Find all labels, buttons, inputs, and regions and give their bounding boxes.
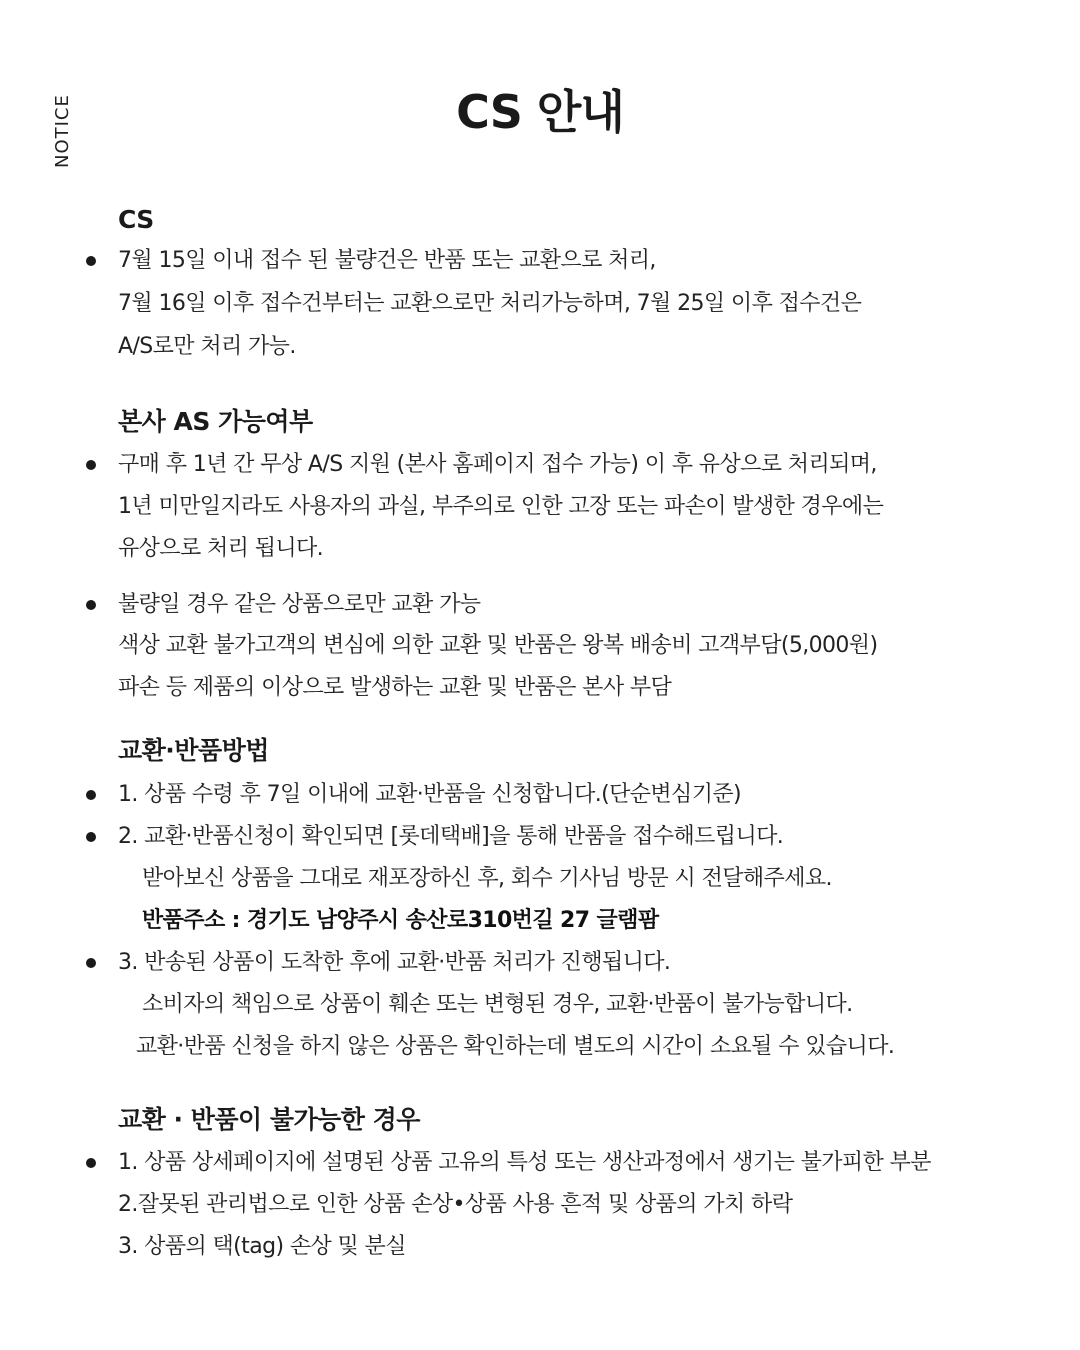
section-heading-method: 교환·반품방법 — [118, 736, 269, 765]
cs-item-1-line-3: A/S로만 처리 가능. — [118, 334, 296, 359]
as-item-2-line-1: 불량일 경우 같은 상품으로만 교환 가능 — [118, 592, 481, 617]
page-title: CS 안내 — [456, 85, 624, 139]
bullet-dot — [86, 600, 96, 610]
method-item-2-line-2: 받아보신 상품을 그대로 재포장하신 후, 회수 기사님 방문 시 전달해주세요. — [142, 866, 832, 891]
bullet-dot — [86, 256, 96, 266]
return-address: 반품주소 : 경기도 남양주시 송산로310번길 27 글램팜 — [142, 908, 659, 933]
method-item-3-line-1: 3. 반송된 상품이 도착한 후에 교환·반품 처리가 진행됩니다. — [118, 950, 671, 975]
as-item-1-line-2: 1년 미만일지라도 사용자의 과실, 부주의로 인한 고장 또는 파손이 발생한 경우에는 — [118, 494, 884, 519]
method-item-1-line-1: 1. 상품 수령 후 7일 이내에 교환·반품을 신청합니다.(단순변심기준) — [118, 782, 741, 807]
not-allowed-line-1: 1. 상품 상세페이지에 설명된 상품 고유의 특성 또는 생산과정에서 생기는 불가피한 부분 — [118, 1150, 931, 1175]
as-item-1-line-3: 유상으로 처리 됩니다. — [118, 536, 324, 561]
method-item-2-line-1: 2. 교환·반품신청이 확인되면 [롯데택배]을 통해 반품을 접수해드립니다. — [118, 824, 784, 849]
bullet-dot — [86, 1158, 96, 1168]
cs-item-1-line-2: 7월 16일 이후 접수건부터는 교환으로만 처리가능하며, 7월 25일 이후 접수건은 — [118, 291, 862, 316]
bullet-dot — [86, 832, 96, 842]
bullet-dot — [86, 460, 96, 470]
notice-side-label: NOTICE — [52, 94, 73, 168]
bullet-dot — [86, 958, 96, 968]
not-allowed-line-3: 3. 상품의 택(tag) 손상 및 분실 — [118, 1234, 406, 1259]
as-item-2-line-3: 파손 등 제품의 이상으로 발생하는 교환 및 반품은 본사 부담 — [118, 675, 672, 700]
section-heading-not-allowed: 교환 · 반품이 불가능한 경우 — [118, 1105, 420, 1134]
as-item-2-line-2: 색상 교환 불가고객의 변심에 의한 교환 및 반품은 왕복 배송비 고객부담(5,000원) — [118, 633, 878, 658]
cs-item-1-line-1: 7월 15일 이내 접수 된 불량건은 반품 또는 교환으로 처리, — [118, 248, 656, 273]
not-allowed-line-2: 2.잘못된 관리법으로 인한 상품 손상•상품 사용 흔적 및 상품의 가치 하락 — [118, 1192, 793, 1217]
as-item-1-line-1: 구매 후 1년 간 무상 A/S 지원 (본사 홈페이지 접수 가능) 이 후 유상으로 처리되며, — [118, 452, 877, 477]
bullet-dot — [86, 790, 96, 800]
section-heading-as: 본사 AS 가능여부 — [118, 407, 313, 436]
method-item-3-line-2: 소비자의 책임으로 상품이 훼손 또는 변형된 경우, 교환·반품이 불가능합니다. — [142, 992, 853, 1017]
method-item-3-line-3: 교환·반품 신청을 하지 않은 상품은 확인하는데 별도의 시간이 소요될 수 있습니다. — [136, 1034, 895, 1059]
section-heading-cs: CS — [118, 205, 154, 234]
